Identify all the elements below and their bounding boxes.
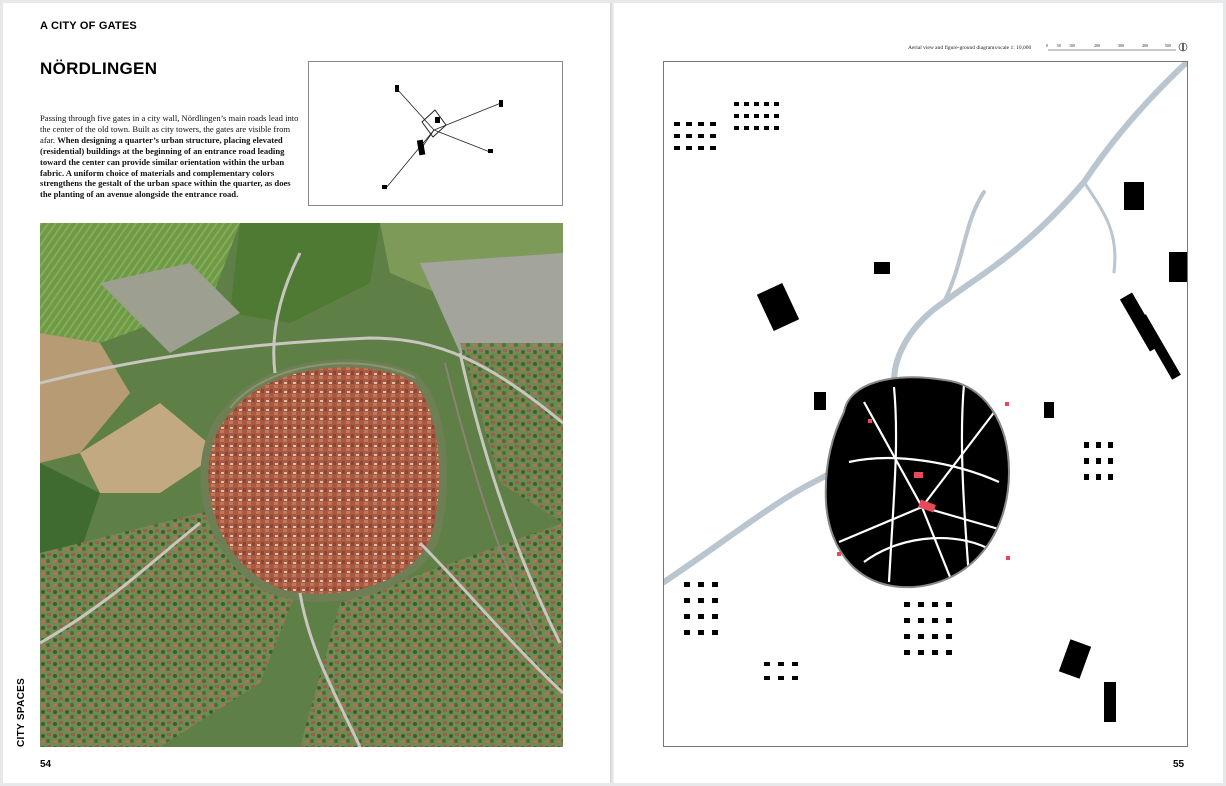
gate-markers [382,85,503,189]
right-page [614,3,1223,783]
scale-bar [1044,41,1189,53]
scale-tick-300: 300 [1118,43,1124,48]
scale-caption: Aerial view and figure-ground diagrams/scale 1: 10,000 [908,45,1032,51]
left-page [3,3,610,783]
aerial-photo [40,223,563,747]
gate-axes-diagram-svg [309,62,562,205]
gate-axes-diagram [308,61,563,206]
scale-tick-400: 400 [1142,43,1148,48]
scale-tick-0: 0 [1046,43,1048,48]
body-text-regular: Passing through five gates in a city wall, Nördlingen’s main roads lead into the center of the old town. Built as city towers, the gates are visible from afar. [40,113,299,145]
scale-tick-200: 200 [1094,43,1100,48]
page-number-left: 54 [40,759,52,770]
aerial-photo-svg [40,223,563,747]
figure-ground-map [663,61,1188,747]
north-arrow-icon [1179,43,1187,51]
scale-tick-100: 100 [1069,43,1075,48]
body-text-bold: When designing a quarter’s urban structure, placing elevated (residential) buildings at the beginning of an entrance road leading toward the center can provide similar orientation within the urban fabric. A uniform choice of materials and complementary colors strengthens the gestalt of the urban space within the quarter, as does the planting of an avenue alongside the entrance road. [40,134,291,200]
page-number-right: 55 [1173,759,1185,770]
old-town-core [826,377,1009,587]
side-label: CITY SPACES [16,677,27,747]
scale-tick-50: 50 [1057,43,1061,48]
figure-ground-svg [664,62,1187,746]
city-heading: NÖRDLINGEN [40,59,158,78]
body-text [40,113,299,200]
scale-tick-500: 500 [1165,43,1171,48]
section-title: A CITY OF GATES [40,20,137,32]
